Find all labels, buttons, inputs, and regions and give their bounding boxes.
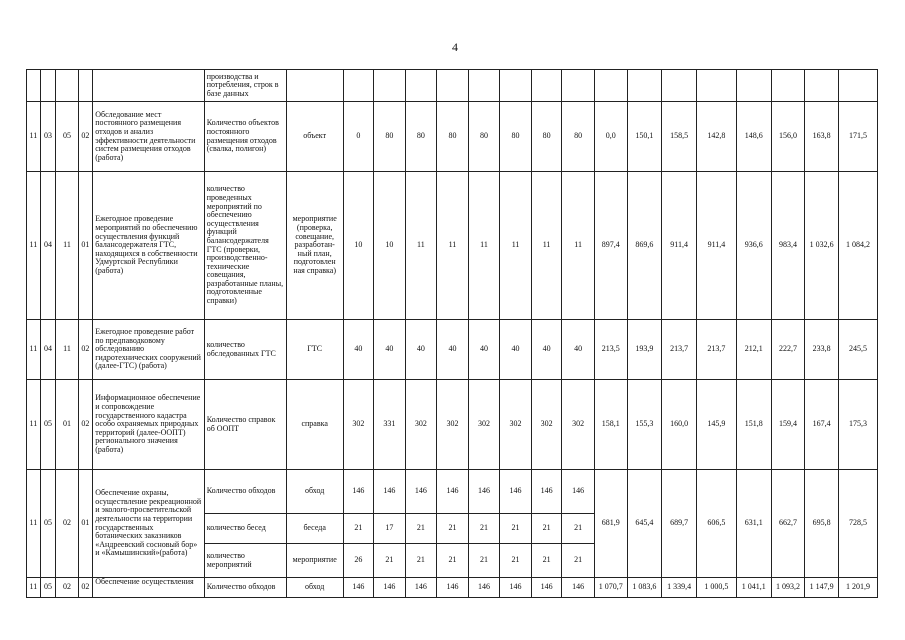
- unit-cell: объект: [286, 102, 343, 172]
- value-cell: 146: [405, 578, 437, 598]
- value-cell: 40: [437, 320, 469, 380]
- value-cell: 146: [531, 470, 562, 514]
- value-cell: 302: [343, 380, 374, 470]
- value-cell: [562, 70, 595, 102]
- finance-cell: 662,7: [771, 470, 805, 578]
- table-row: [27, 380, 878, 470]
- finance-cell: 150,1: [627, 102, 662, 172]
- finance-cell: [662, 70, 697, 102]
- value-cell: 40: [343, 320, 374, 380]
- unit-cell: справка: [286, 380, 343, 470]
- value-cell: [500, 70, 532, 102]
- finance-cell: 1 070,7: [594, 578, 627, 598]
- code-cell: [40, 70, 56, 102]
- value-cell: 40: [562, 320, 595, 380]
- value-cell: 11: [531, 172, 562, 320]
- indicator-name: Количество объектов постоянного размещения отходов (свалка, полигон): [204, 102, 286, 172]
- value-cell: 146: [500, 470, 532, 514]
- value-cell: 40: [374, 320, 406, 380]
- unit-cell: [286, 70, 343, 102]
- finance-cell: 145,9: [696, 380, 736, 470]
- value-cell: 302: [500, 380, 532, 470]
- finance-cell: [838, 70, 877, 102]
- finance-cell: 155,3: [627, 380, 662, 470]
- finance-cell: 606,5: [696, 470, 736, 578]
- code-cell: 11: [56, 172, 78, 320]
- value-cell: 21: [437, 514, 469, 544]
- finance-cell: 163,8: [805, 102, 839, 172]
- service-name: Ежегодное проведение мероприятий по обеспечению осуществления функций балансодержателя ГТС, находящихся в собственности Удмуртской Республики (работа): [93, 172, 205, 320]
- code-cell: 11: [27, 470, 41, 578]
- code-cell: 03: [40, 102, 56, 172]
- value-cell: [374, 70, 406, 102]
- indicator-name: Количество обходов: [204, 578, 286, 598]
- value-cell: 302: [531, 380, 562, 470]
- finance-cell: 213,7: [696, 320, 736, 380]
- unit-cell: ГТС: [286, 320, 343, 380]
- finance-cell: 1 147,9: [805, 578, 839, 598]
- value-cell: 21: [468, 544, 500, 578]
- value-cell: 80: [468, 102, 500, 172]
- value-cell: 11: [500, 172, 532, 320]
- finance-cell: 695,8: [805, 470, 839, 578]
- table-row: [27, 70, 878, 102]
- value-cell: [343, 70, 374, 102]
- value-cell: 21: [531, 514, 562, 544]
- finance-cell: 1 000,5: [696, 578, 736, 598]
- finance-cell: 245,5: [838, 320, 877, 380]
- value-cell: 146: [343, 578, 374, 598]
- value-cell: 21: [562, 544, 595, 578]
- finance-cell: 1 041,1: [736, 578, 771, 598]
- value-cell: 80: [500, 102, 532, 172]
- value-cell: 21: [500, 514, 532, 544]
- code-cell: 05: [40, 470, 56, 578]
- finance-cell: 156,0: [771, 102, 805, 172]
- unit-cell: беседа: [286, 514, 343, 544]
- unit-cell: обход: [286, 470, 343, 514]
- indicator-name: Количество обходов: [204, 470, 286, 514]
- finance-cell: 936,6: [736, 172, 771, 320]
- value-cell: 26: [343, 544, 374, 578]
- value-cell: 21: [562, 514, 595, 544]
- code-cell: 01: [78, 172, 93, 320]
- value-cell: 40: [531, 320, 562, 380]
- finance-cell: 869,6: [627, 172, 662, 320]
- finance-cell: 142,8: [696, 102, 736, 172]
- finance-cell: 911,4: [696, 172, 736, 320]
- service-name: Обследование мест постоянного размещения отходов и анализ эффективности деятельности систем размещения отходов (работа): [93, 102, 205, 172]
- finance-cell: 159,4: [771, 380, 805, 470]
- value-cell: 40: [500, 320, 532, 380]
- code-cell: 11: [27, 320, 41, 380]
- code-cell: 04: [40, 320, 56, 380]
- finance-cell: 1 201,9: [838, 578, 877, 598]
- page-number: 4: [452, 40, 458, 54]
- finance-cell: 897,4: [594, 172, 627, 320]
- code-cell: 11: [27, 102, 41, 172]
- finance-cell: 983,4: [771, 172, 805, 320]
- indicator-name: Количество справок об ООПТ: [204, 380, 286, 470]
- finance-cell: 222,7: [771, 320, 805, 380]
- finance-cell: 158,5: [662, 102, 697, 172]
- value-cell: 11: [437, 172, 469, 320]
- finance-cell: [696, 70, 736, 102]
- value-cell: 146: [374, 578, 406, 598]
- value-cell: 146: [468, 578, 500, 598]
- value-cell: 21: [343, 514, 374, 544]
- finance-cell: 689,7: [662, 470, 697, 578]
- finance-cell: 151,8: [736, 380, 771, 470]
- finance-cell: [594, 70, 627, 102]
- finance-cell: 645,4: [627, 470, 662, 578]
- finance-cell: 213,5: [594, 320, 627, 380]
- state-task-table: [26, 69, 878, 598]
- code-cell: 11: [27, 172, 41, 320]
- finance-cell: 233,8: [805, 320, 839, 380]
- unit-cell: мероприятие: [286, 544, 343, 578]
- value-cell: 80: [531, 102, 562, 172]
- service-name: Информационное обеспечение и сопровождение государственного кадастра особо охраняемых природных территорий (далее-ООПТ) регионального значения (работа): [93, 380, 205, 470]
- finance-cell: 1 093,2: [771, 578, 805, 598]
- finance-cell: 167,4: [805, 380, 839, 470]
- code-cell: 05: [40, 380, 56, 470]
- finance-cell: 0,0: [594, 102, 627, 172]
- value-cell: 331: [374, 380, 406, 470]
- value-cell: 21: [468, 514, 500, 544]
- value-cell: [405, 70, 437, 102]
- finance-cell: 175,3: [838, 380, 877, 470]
- code-cell: [78, 70, 93, 102]
- value-cell: 80: [374, 102, 406, 172]
- value-cell: 21: [531, 544, 562, 578]
- indicator-name: производства и потребления, строк в базе данных: [204, 70, 286, 102]
- table-row: [27, 172, 878, 320]
- finance-cell: 1 032,6: [805, 172, 839, 320]
- unit-cell: обход: [286, 578, 343, 598]
- code-cell: 11: [27, 578, 41, 598]
- service-name: Обеспечение охраны, осуществление рекреационной и эколого-просветительской деятельности на территории государственных ботанических заказников «Андреевский сосновый бор» и «Камышинский»(работа): [93, 470, 205, 578]
- finance-cell: [771, 70, 805, 102]
- value-cell: 146: [374, 470, 406, 514]
- value-cell: 11: [562, 172, 595, 320]
- value-cell: 21: [405, 544, 437, 578]
- value-cell: 11: [405, 172, 437, 320]
- finance-cell: 911,4: [662, 172, 697, 320]
- code-cell: 01: [56, 380, 78, 470]
- indicator-name: количество бесед: [204, 514, 286, 544]
- finance-cell: 148,6: [736, 102, 771, 172]
- code-cell: 02: [56, 578, 78, 598]
- value-cell: 80: [405, 102, 437, 172]
- value-cell: 146: [437, 470, 469, 514]
- value-cell: 80: [562, 102, 595, 172]
- value-cell: 10: [374, 172, 406, 320]
- service-name: Обеспечение осуществления: [93, 578, 205, 598]
- value-cell: 302: [468, 380, 500, 470]
- indicator-name: количество обследованных ГТС: [204, 320, 286, 380]
- finance-cell: 681,9: [594, 470, 627, 578]
- table-row: [27, 578, 878, 598]
- finance-cell: 1 083,6: [627, 578, 662, 598]
- finance-cell: 212,1: [736, 320, 771, 380]
- value-cell: 21: [405, 514, 437, 544]
- value-cell: 21: [437, 544, 469, 578]
- value-cell: 21: [374, 544, 406, 578]
- service-name: [93, 70, 205, 102]
- code-cell: 02: [78, 578, 93, 598]
- code-cell: 02: [78, 320, 93, 380]
- finance-cell: 193,9: [627, 320, 662, 380]
- finance-cell: 160,0: [662, 380, 697, 470]
- value-cell: 302: [437, 380, 469, 470]
- value-cell: 11: [468, 172, 500, 320]
- code-cell: [56, 70, 78, 102]
- code-cell: 11: [56, 320, 78, 380]
- value-cell: 146: [468, 470, 500, 514]
- value-cell: 146: [405, 470, 437, 514]
- value-cell: 17: [374, 514, 406, 544]
- finance-cell: [736, 70, 771, 102]
- value-cell: [437, 70, 469, 102]
- value-cell: 40: [468, 320, 500, 380]
- finance-cell: 158,1: [594, 380, 627, 470]
- value-cell: 146: [500, 578, 532, 598]
- code-cell: 04: [40, 172, 56, 320]
- finance-cell: [805, 70, 839, 102]
- finance-cell: 213,7: [662, 320, 697, 380]
- value-cell: 302: [405, 380, 437, 470]
- value-cell: 80: [437, 102, 469, 172]
- code-cell: 02: [78, 102, 93, 172]
- table-row: [27, 470, 878, 514]
- finance-cell: 1 084,2: [838, 172, 877, 320]
- value-cell: 146: [562, 470, 595, 514]
- code-cell: 11: [27, 380, 41, 470]
- value-cell: 146: [437, 578, 469, 598]
- code-cell: [27, 70, 41, 102]
- value-cell: 146: [562, 578, 595, 598]
- finance-cell: 1 339,4: [662, 578, 697, 598]
- indicator-name: количество мероприятий: [204, 544, 286, 578]
- service-name: Ежегодное проведение работ по предпаводковому обследованию гидротехнических сооружений (далее-ГТС) (работа): [93, 320, 205, 380]
- finance-cell: [627, 70, 662, 102]
- value-cell: 302: [562, 380, 595, 470]
- value-cell: 40: [405, 320, 437, 380]
- code-cell: 01: [78, 470, 93, 578]
- value-cell: 21: [500, 544, 532, 578]
- code-cell: 05: [56, 102, 78, 172]
- value-cell: [531, 70, 562, 102]
- value-cell: 10: [343, 172, 374, 320]
- table-row: [27, 102, 878, 172]
- unit-cell: мероприятие (проверка, совещание, разработан-ный план, подготовлен ная справка): [286, 172, 343, 320]
- indicator-name: количество проведенных мероприятий по обеспечению осуществления функций балансодержателя ГТС (проверки, производственно-технические совещания, разработанные планы, подготовленные справки): [204, 172, 286, 320]
- code-cell: 05: [40, 578, 56, 598]
- finance-cell: 171,5: [838, 102, 877, 172]
- value-cell: 146: [531, 578, 562, 598]
- code-cell: 02: [56, 470, 78, 578]
- finance-cell: 728,5: [838, 470, 877, 578]
- table-row: [27, 320, 878, 380]
- value-cell: [468, 70, 500, 102]
- value-cell: 0: [343, 102, 374, 172]
- code-cell: 02: [78, 380, 93, 470]
- value-cell: 146: [343, 470, 374, 514]
- finance-cell: 631,1: [736, 470, 771, 578]
